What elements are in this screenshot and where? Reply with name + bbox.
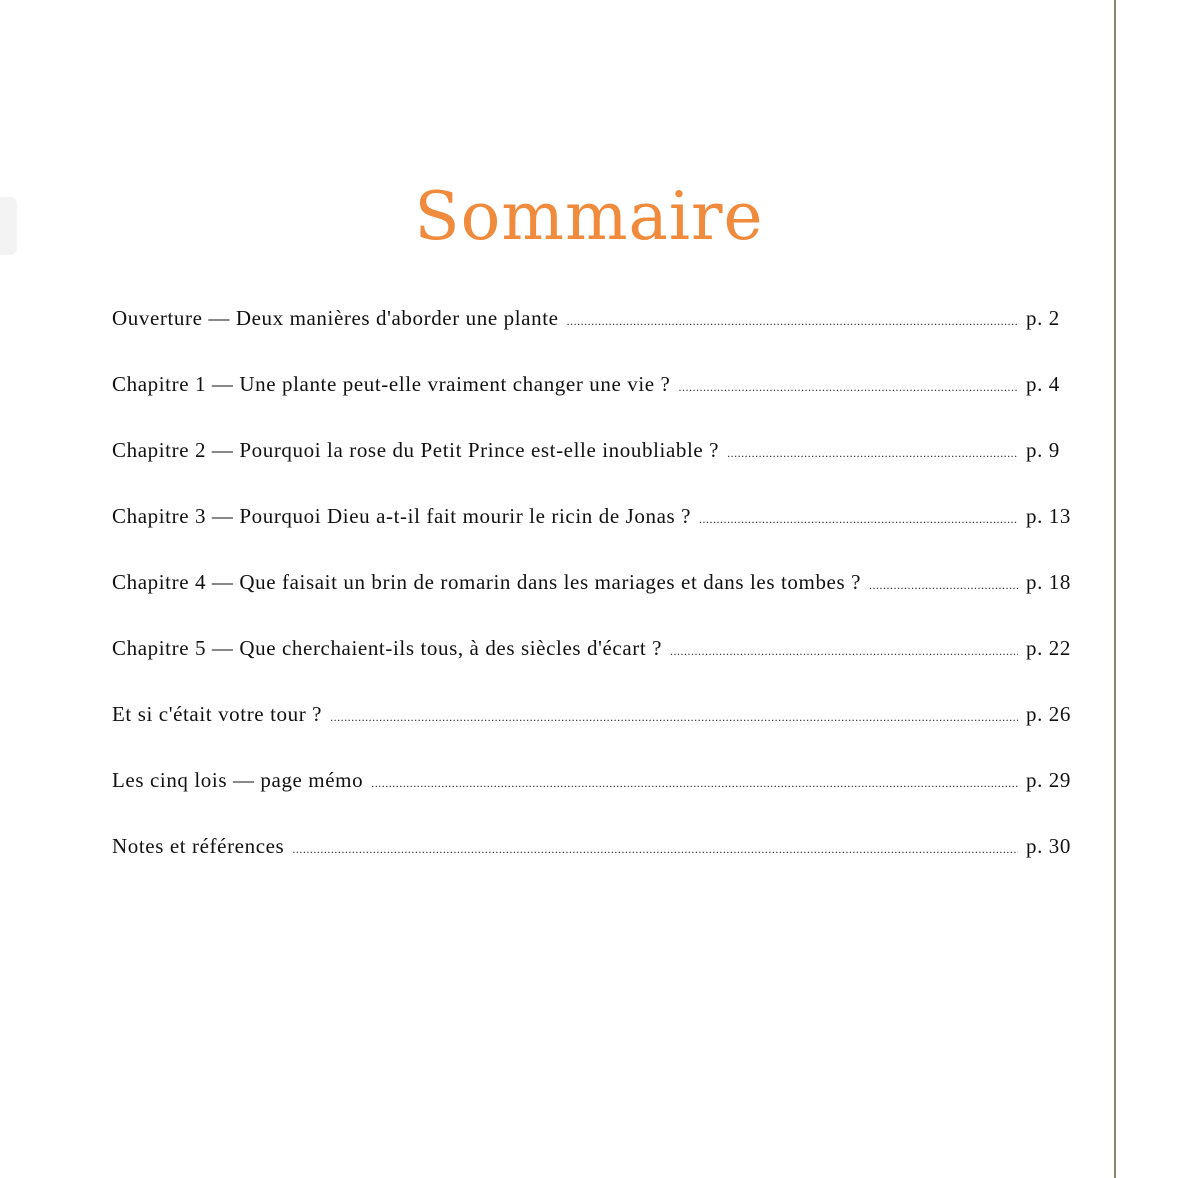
toc-entry-label: Les cinq lois — page mémo — [112, 768, 364, 792]
toc-entry-votre-tour[interactable] — [112, 702, 1072, 768]
toc-entry-page: p. 13 — [1026, 504, 1071, 528]
dot-leader — [371, 776, 1018, 791]
toc-entry-page: p. 9 — [1026, 438, 1060, 462]
toc-entry-page: p. 4 — [1026, 372, 1060, 396]
table-of-contents — [112, 306, 1072, 900]
toc-entry-label: Chapitre 4 — Que faisait un brin de romarin dans les mariages et dans les tombes ? — [112, 570, 862, 594]
dot-leader — [869, 578, 1018, 593]
toc-entry-page: p. 2 — [1026, 306, 1060, 330]
toc-entry-page: p. 22 — [1026, 636, 1071, 660]
page-edge-rule — [1114, 0, 1116, 1178]
toc-entry-chapitre-4[interactable] — [112, 570, 1072, 636]
toc-entry-page: p. 18 — [1026, 570, 1071, 594]
toc-entry-chapitre-2[interactable] — [112, 438, 1072, 504]
toc-entry-chapitre-5[interactable] — [112, 636, 1072, 702]
dot-leader — [330, 710, 1018, 725]
dot-leader — [678, 380, 1018, 395]
dot-leader — [670, 644, 1018, 659]
page-title: Sommaire — [414, 178, 764, 256]
toc-entry-label: Notes et références — [112, 834, 285, 858]
toc-entry-label: Et si c'était votre tour ? — [112, 702, 323, 726]
toc-entry-label: Chapitre 2 — Pourquoi la rose du Petit Prince est-elle inoubliable ? — [112, 438, 720, 462]
dot-leader — [292, 842, 1018, 857]
toc-entry-label: Chapitre 5 — Que cherchaient-ils tous, à des siècles d'écart ? — [112, 636, 663, 660]
dot-leader — [699, 512, 1018, 527]
toc-entry-chapitre-1[interactable] — [112, 372, 1072, 438]
toc-entry-chapitre-3[interactable] — [112, 504, 1072, 570]
toc-entry-ouverture[interactable] — [112, 306, 1072, 372]
toc-entry-page: p. 29 — [1026, 768, 1071, 792]
dot-leader — [567, 314, 1018, 329]
toc-entry-notes[interactable] — [112, 834, 1072, 900]
toc-entry-page: p. 30 — [1026, 834, 1071, 858]
toc-entry-label: Ouverture — Deux manières d'aborder une plante — [112, 306, 559, 330]
toc-entry-page: p. 26 — [1026, 702, 1071, 726]
toc-entry-label: Chapitre 1 — Une plante peut-elle vraiment changer une vie ? — [112, 372, 671, 396]
toc-entry-label: Chapitre 3 — Pourquoi Dieu a-t-il fait mourir le ricin de Jonas ? — [112, 504, 692, 528]
toc-entry-cinq-lois[interactable] — [112, 768, 1072, 834]
dot-leader — [727, 446, 1018, 461]
